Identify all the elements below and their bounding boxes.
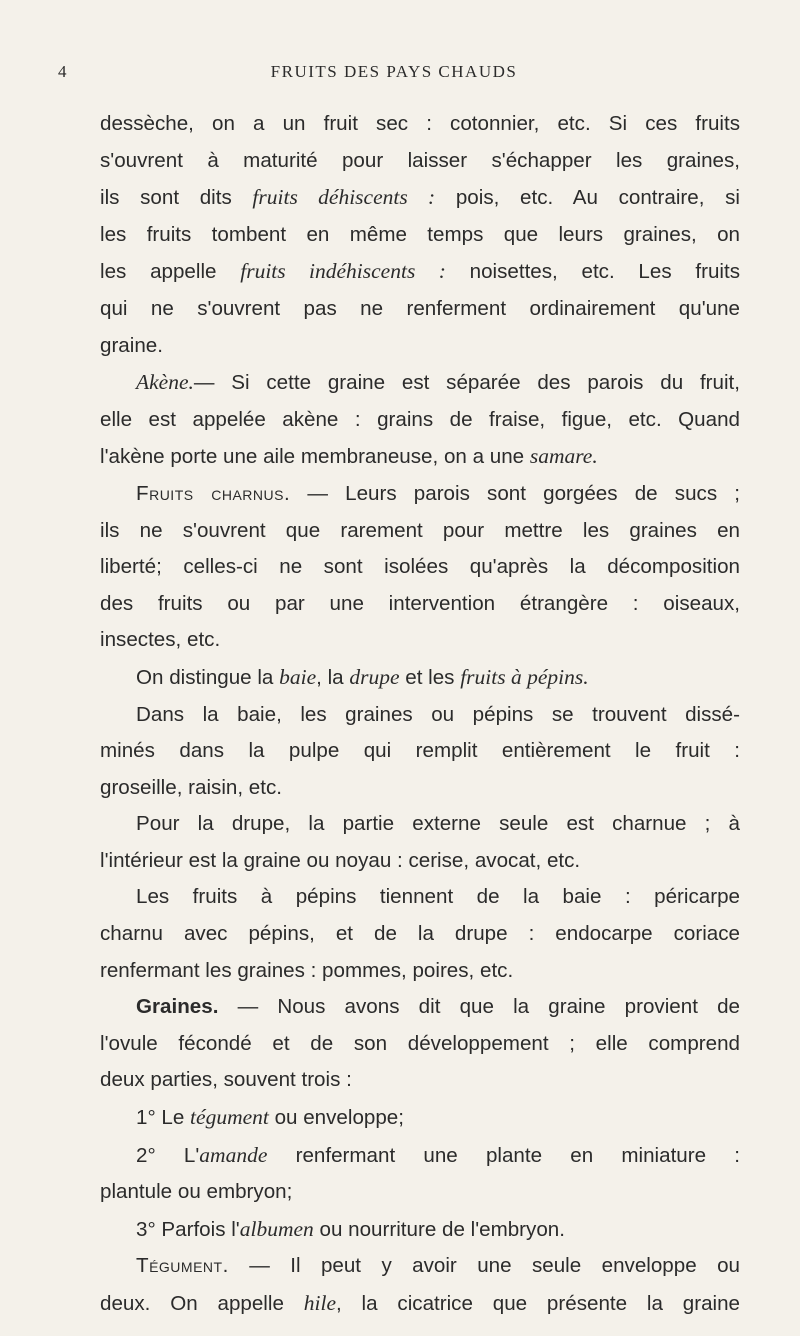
text-line: graine. (100, 333, 163, 357)
text-line: Tégument. — Il peut y avoir une seule enveloppe ou (136, 1254, 740, 1278)
page-number: 4 (58, 62, 68, 81)
list-item: 2° L'amande renfermant une plante en miniature : (136, 1142, 740, 1167)
text-line: charnu avec pépins, et de la drupe : endocarpe coriace (100, 922, 740, 946)
text-line: Pour la drupe, la partie externe seule est charnue ; à (136, 812, 740, 836)
page-header (58, 62, 730, 90)
text-line: dessèche, on a un fruit sec : cotonnier, etc. Si ces fruits (100, 112, 740, 135)
section-heading: Graines. (136, 995, 219, 1019)
text-line: les fruits tombent en même temps que leurs graines, on (100, 222, 740, 246)
text-line: l'ovule fécondé et de son développement ; elle comprend (100, 1031, 740, 1055)
text-line: Graines. — Nous avons dit que la graine provient de (136, 995, 740, 1019)
text-line: elle est appelée akène : grains de fraise, figue, etc. Quand (100, 407, 740, 431)
running-title: FRUITS DES PAYS CHAUDS (270, 62, 518, 81)
text-line: liberté; celles-ci ne sont isolées qu'après la décomposition (100, 555, 740, 579)
text-line: l'intérieur est la graine ou noyau : cerise, avocat, etc. (100, 848, 581, 872)
list-item: 3° Parfois l'albumen ou nourriture de l'embryon. (136, 1216, 565, 1241)
section-term: Akène. (136, 370, 194, 395)
text-line: Dans la baie, les graines ou pépins se trouvent dissé- (136, 702, 740, 726)
section-heading: Fruits charnus. (136, 481, 291, 505)
text-line: Fruits charnus. — Leurs parois sont gorgées de sucs ; (136, 481, 740, 505)
text-line: insectes, etc. (100, 628, 221, 652)
text-line: des fruits ou par une intervention étrangère : oiseaux, (100, 591, 740, 615)
text-line: s'ouvrent à maturité pour laisser s'échapper les graines, (100, 148, 740, 172)
text-line: l'akène porte une aile membraneuse, on a une samare. (100, 444, 598, 469)
text-line: renfermant les graines : pommes, poires, etc. (100, 958, 514, 982)
body-text (100, 106, 740, 1323)
text-line: les appelle fruits indéhiscents : noisettes, etc. Les fruits (100, 259, 741, 284)
text-line: groseille, raisin, etc. (100, 775, 282, 799)
text-line: deux parties, souvent trois : (100, 1068, 352, 1092)
text-line: ils ne s'ouvrent que rarement pour mettre les graines en (100, 518, 740, 542)
text-line: qui ne s'ouvrent pas ne renferment ordinairement qu'une (100, 296, 740, 320)
text-line: minés dans la pulpe qui remplit entièrement le fruit : (100, 739, 740, 763)
list-item: 1° Le tégument ou enveloppe; (136, 1105, 404, 1130)
text-line: Les fruits à pépins tiennent de la baie : péricarpe (136, 885, 740, 909)
section-heading: Tégument. (136, 1254, 229, 1278)
text-line: On distingue la baie, la drupe et les fruits à pépins. (136, 664, 589, 689)
text-line: plantule ou embryon; (100, 1180, 293, 1204)
text-line: Akène.— Si cette graine est séparée des parois du fruit, (136, 370, 740, 395)
text-line: ils sont dits fruits déhiscents : pois, etc. Au contraire, si (100, 185, 740, 210)
text-line: deux. On appelle hile, la cicatrice que présente la graine (100, 1291, 740, 1315)
